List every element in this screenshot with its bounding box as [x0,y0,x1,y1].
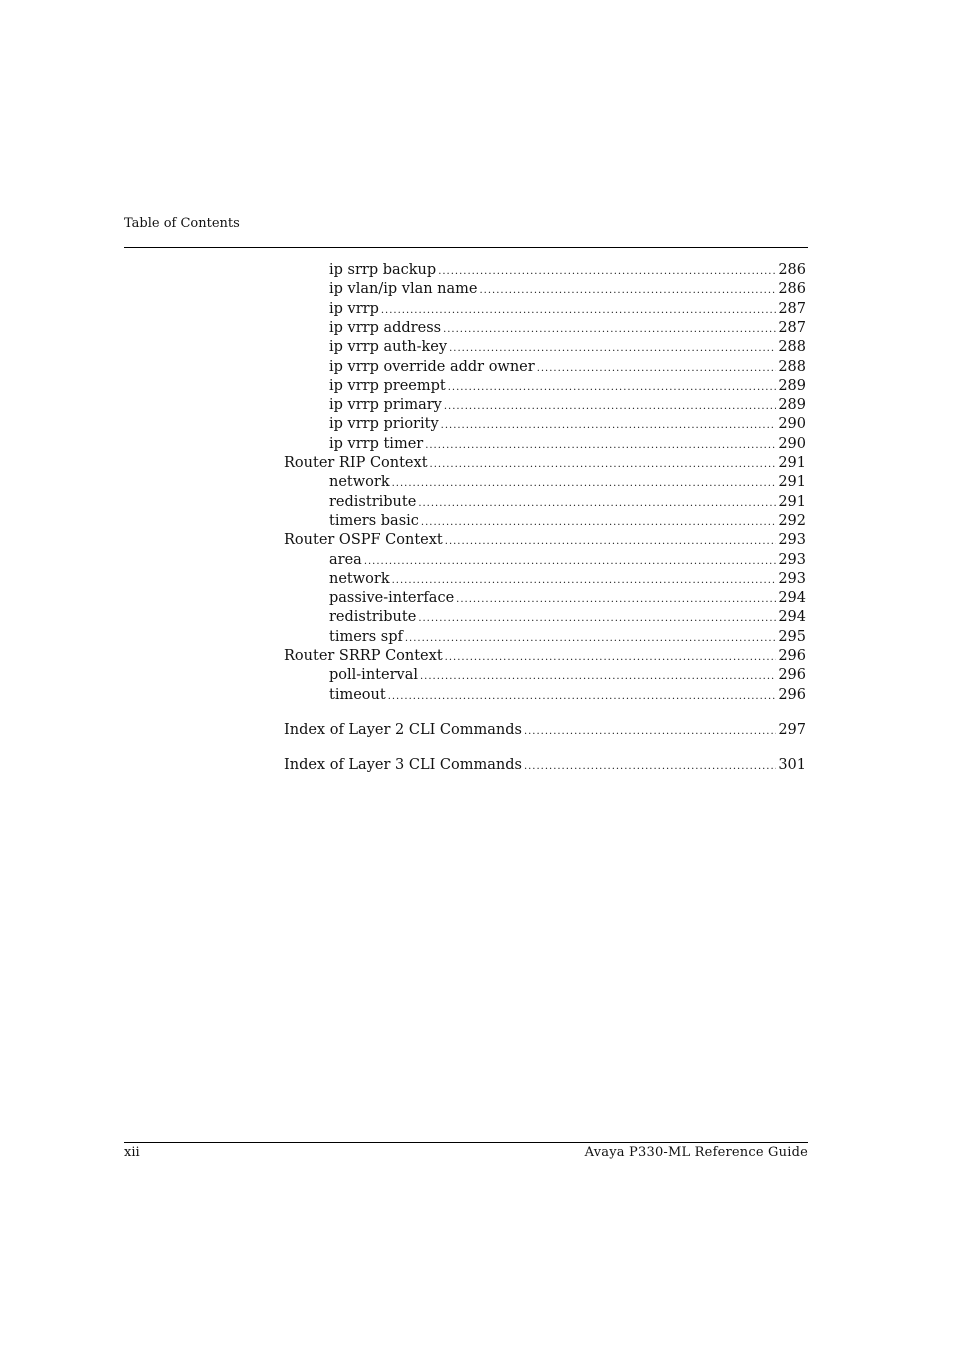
toc-entry-page: 296 [778,667,806,684]
toc-entry-title: network [329,474,390,491]
toc-dot-leader [480,281,777,300]
toc-dot-leader [392,571,777,590]
toc-entry[interactable] [329,261,806,280]
toc-entry-page: 291 [778,493,806,510]
toc-entry-page: 293 [778,551,806,568]
toc-entry[interactable] [329,300,806,319]
toc-entry-title: ip vrrp address [329,319,442,336]
toc-entry-page: 295 [778,628,806,645]
toc-dot-leader [388,687,777,706]
toc-entry[interactable] [329,551,806,570]
toc-entry-title: ip vrrp primary [329,397,442,414]
toc-entry[interactable] [329,666,806,685]
toc-entry-title: redistribute [329,493,417,510]
toc-entry-title: ip vrrp auth-key [329,339,448,356]
footer-rule [124,1142,808,1143]
toc-entry-page: 286 [778,281,806,298]
footer-page-number: xii [124,1145,140,1160]
toc-entry[interactable] [284,756,806,775]
toc-entry[interactable] [329,435,806,454]
header-rule [124,247,808,248]
toc-entry-title: Router RIP Context [284,455,428,471]
toc-entry[interactable] [284,647,806,666]
toc-dot-leader [445,648,777,667]
footer-book-title: Avaya P330-ML Reference Guide [584,1145,808,1160]
toc-dot-leader [443,320,776,339]
toc-entry-page: 296 [778,648,806,664]
toc-entry-page: 293 [778,532,806,549]
toc-dot-leader [524,757,776,776]
toc-entry[interactable] [329,512,806,531]
toc-entry-page: 289 [778,377,806,394]
toc-entry[interactable] [329,280,806,299]
toc-entry-page: 294 [778,590,806,607]
toc-entry-page: 286 [778,262,806,278]
toc-dot-leader [425,436,776,455]
toc-dot-leader [524,722,776,741]
toc-entry-title: ip vrrp [329,300,379,317]
toc-entry-title: poll-interval [329,667,418,684]
toc-dot-leader [418,494,776,513]
toc-entry-page: 290 [778,435,806,452]
toc-dot-leader [448,378,777,397]
toc-entry-page: 289 [778,397,806,414]
toc-entry[interactable] [284,721,806,740]
toc-entry-title: passive-interface [329,590,455,607]
toc-entry-page: 287 [778,319,806,336]
toc-dot-leader [537,359,777,378]
toc-entry[interactable] [329,358,806,377]
toc-entry[interactable] [329,415,806,434]
toc-entry-page: 287 [778,300,806,317]
toc-entry-title: timeout [329,686,386,703]
toc-entry-title: ip vlan/ip vlan name [329,281,478,298]
toc-entry-title: ip vrrp preempt [329,377,446,394]
toc-entry-page: 301 [778,757,806,774]
toc-entry-page: 288 [778,339,806,356]
toc-entry[interactable] [284,531,806,550]
toc-dot-leader [445,532,777,551]
toc-dot-leader [441,416,777,435]
toc-entry-title: ip vrrp priority [329,416,439,433]
toc-entry-page: 291 [778,455,806,471]
toc-entry-title: Index of Layer 3 CLI Commands [284,757,522,774]
toc-dot-leader [438,262,776,281]
header-title: Table of Contents [124,216,240,231]
toc-entry-title: timers basic [329,512,419,529]
toc-dot-leader [420,667,776,686]
toc-entry-title: Router SRRP Context [284,648,443,664]
toc-entry[interactable] [329,608,806,627]
toc-dot-leader [456,590,776,609]
toc-entry[interactable] [329,319,806,338]
toc-entry[interactable] [329,589,806,608]
toc-dot-leader [381,301,776,320]
toc-entry[interactable] [329,473,806,492]
toc-dot-leader [430,455,777,474]
toc-entry-page: 293 [778,570,806,587]
toc-entry-title: Router OSPF Context [284,532,443,549]
toc-dot-leader [449,339,776,358]
toc-entry-title: ip srrp backup [329,262,437,278]
toc-entry[interactable] [329,377,806,396]
toc-dot-leader [421,513,776,532]
toc-entry-title: ip vrrp override addr owner [329,358,535,375]
toc-entry[interactable] [329,686,806,705]
toc-dot-leader [364,552,777,571]
toc-entry-page: 294 [778,609,806,626]
toc-dot-leader [418,609,776,628]
toc-entry-page: 291 [778,474,806,491]
toc-entry-title: ip vrrp timer [329,435,424,452]
toc-entry-page: 297 [778,721,806,738]
toc-entry[interactable] [284,454,806,473]
toc-entry[interactable] [329,493,806,512]
toc-entry[interactable] [329,338,806,357]
toc-entry-page: 296 [778,686,806,703]
toc-entry[interactable] [329,570,806,589]
toc-entry-title: Index of Layer 2 CLI Commands [284,721,522,738]
toc-entry-page: 288 [778,358,806,375]
toc-entry-page: 290 [778,416,806,433]
toc-entry-title: network [329,570,390,587]
toc-entry-page: 292 [778,512,806,529]
toc-entry[interactable] [329,396,806,415]
toc-entry-title: area [329,551,362,568]
toc-dot-leader [392,474,777,493]
toc-entry-title: timers spf [329,628,403,645]
toc-dot-leader [405,629,776,648]
toc-dot-leader [444,397,776,416]
toc-entry-title: redistribute [329,609,417,626]
toc-entry[interactable] [329,628,806,647]
